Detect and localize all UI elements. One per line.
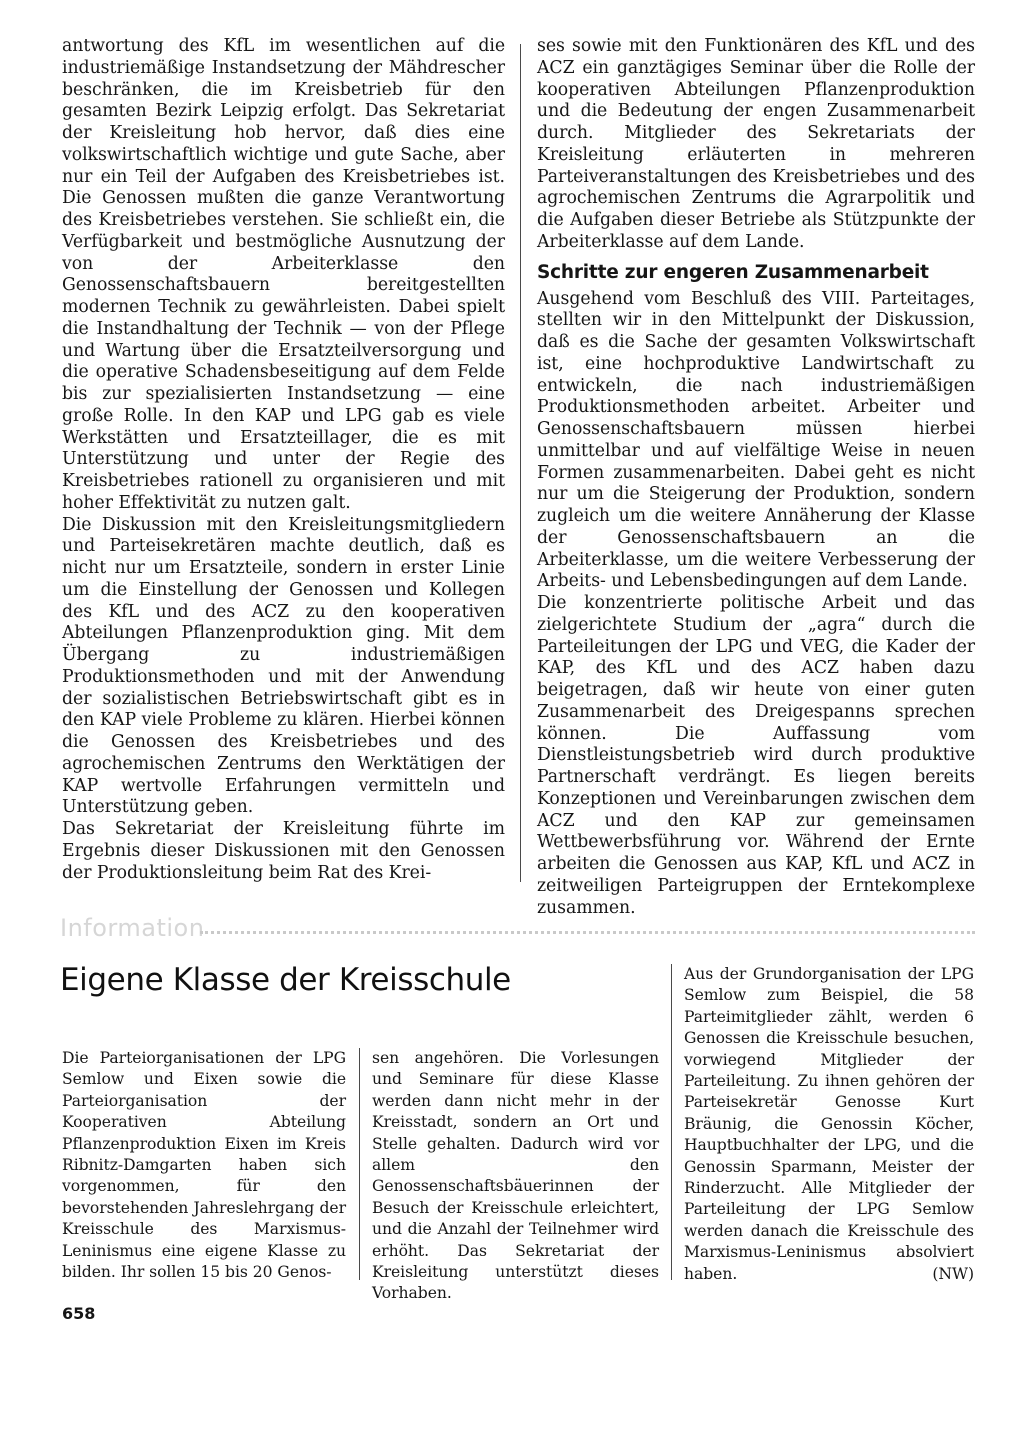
article-column-2 xyxy=(372,1048,659,1305)
paragraph: sen angehören. Die Vorlesungen und Seminare für diese Klasse werden dann nicht mehr in der Kreisstadt, sondern an Ort und Stelle gehalten. Dadurch wird vor allem den Genossenschaftsbäuerinnen der Besuch der Kreisschule erleichtert, und die Anzahl der Teilnehmer wird erhöht. Das Sekretariat der Kreisleitung unterstützt dieses Vorhaben. xyxy=(372,1049,659,1303)
paragraph: Die Parteiorganisationen der LPG Semlow und Eixen sowie die Parteiorganisation der Kooperativen Abteilung Pflanzenproduktion Eixen im Kreis Ribnitz-Damgarten haben sich vorgenommen, für den bevorstehenden Jahreslehrgang der Kreisschule des Marxismus-Leninismus eine eigene Klasse zu bilden. Ihr sollen 15 bis 20 Genos- xyxy=(62,1049,346,1282)
top-left-column xyxy=(62,36,505,884)
paragraph xyxy=(684,964,974,1285)
page-number: 658 xyxy=(62,1304,96,1323)
author-signature: (NW) xyxy=(932,1264,974,1283)
information-dotted-rule xyxy=(200,931,975,934)
paragraph: Die konzentrierte politische Arbeit und das zielgerichtete Studium der „agra“ durch die Parteileitungen der LPG und VEG, die Kader der KAP, des KfL und des ACZ haben dazu beigetragen, daß wir heute von einer guten Zusammenarbeit des Dreigespanns sprechen können. Die Auffassung vom Dienstleistungsbetrieb wird durch produktive Partnerschaft verdrängt. Es liegen bereits Konzeptionen und Vereinbarungen zwischen dem ACZ und den KAP zur gemeinsamen Wettbewerbsführung vor. Während der Ernte arbeiten die Genossen aus KAP, KfL und ACZ in zeitweiligen Parteigruppen der Erntekomplexe zusammen. xyxy=(537,593,975,918)
article-title: Eigene Klasse der Kreisschule xyxy=(60,962,511,998)
article-column-3 xyxy=(684,964,974,1285)
paragraph: Ausgehend vom Beschluß des VIII. Parteitages, stellten wir in den Mittelpunkt der Diskussion, daß es die Sache der gesamten Volkswirtschaft ist, eine hochproduktive Landwirtschaft zu entwickeln, die nach industriemäßigen Produktionsmethoden arbeitet. Arbeiter und Genossenschaftsbauern müssen hierbei unmittelbar und auf vielfältige Weise in neuen Formen zusammenarbeiten. Dabei geht es nicht nur um die Steigerung der Produktion, sondern zugleich um die weitere Annäherung der Klasse der Genossenschaftsbauern an die Arbeiterklasse, um die weitere Verbesserung der Arbeits- und Lebensbedingungen auf dem Lande. xyxy=(537,288,975,592)
section-heading: Schritte zur engeren Zusammenarbeit xyxy=(537,261,929,283)
paragraph: Das Sekretariat der Kreisleitung führte im Ergebnis dieser Diskussionen mit den Genossen der Produktionsleitung beim Rat des Krei- xyxy=(62,819,505,883)
paragraph-text: Aus der Grundorganisation der LPG Semlow zum Beispiel, die 58 Parteimitglieder zählt, werden 6 Genossen die Kreisschule besuchen, vorwiegend Mitglieder der Parteileitung. Zu ihnen gehören der Parteisekretär Genosse Kurt Bräunig, die Genossin Köcher, Hauptbuchhalter der LPG, und die Genossin Sparmann, Meister der Rinderzucht. Alle Mitglieder der Parteileitung der LPG Semlow werden danach die Kreisschule des Marxismus-Leninismus absolviert haben. xyxy=(684,965,974,1283)
column-divider xyxy=(671,964,672,1280)
top-right-column xyxy=(537,36,975,919)
column-divider xyxy=(520,44,521,882)
paragraph: ses sowie mit den Funktionären des KfL und des ACZ ein ganztägiges Seminar über die Rolle der kooperativen Abteilungen Pflanzenproduktion und die Bedeutung der engen Zusammenarbeit durch. Mitglieder des Sekretariats der Kreisleitung erläuterten in mehreren Parteiveranstaltungen des Kreisbetriebes und des agrochemischen Zentrums die Agrarpolitik und die Aufgaben dieser Betriebe als Stützpunkte der Arbeiterklasse auf dem Lande. xyxy=(537,36,975,252)
article-column-1 xyxy=(62,1048,346,1283)
information-label: Information xyxy=(60,914,205,942)
paragraph: Die Diskussion mit den Kreisleitungsmitgliedern und Parteisekretären machte deutlich, daß es nicht nur um Ersatzteile, sondern in erster Linie um die Einstellung der Genossen und Kollegen des KfL und des ACZ zu den kooperativen Abteilungen Pflanzenproduktion ging. Mit dem Übergang zu industriemäßigen Produktionsmethoden und mit der Anwendung der sozialistischen Betriebswirtschaft gibt es in den KAP viele Probleme zu klären. Hierbei können die Genossen des Kreisbetriebes und des agrochemischen Zentrums den Werktätigen der KAP wertvolle Erfahrungen vermitteln und Unterstützung geben. xyxy=(62,514,505,818)
paragraph: antwortung des KfL im wesentlichen auf die industriemäßige Instandsetzung der Mähdrescher beschränken, die im Kreisbetrieb für den gesamten Bezirk Leipzig erfolgt. Das Sekretariat der Kreisleitung hob hervor, daß dies eine volkswirtschaftlich wichtige und gute Sache, aber nur ein Teil der Aufgaben des Kreisbetriebes ist. Die Genossen mußten die ganze Verantwortung des Kreisbetriebes verstehen. Sie schließt ein, die Verfügbarkeit und bestmögliche Ausnutzung der von der Arbeiterklasse den Genossenschaftsbauern bereitgestellten modernen Technik zu gewährleisten. Dabei spielt die Instandhaltung der Technik — von der Pflege und Wartung über die Ersatzteilversorgung und die operative Schadensbeseitigung auf dem Felde bis zur spezialisierten Instandsetzung — eine große Rolle. In den KAP und LPG gab es viele Werkstätten und Ersatzteillager, die es mit Unterstützung und unter der Regie des Kreisbetriebes rationell zu organisieren und mit hoher Effektivität zu nutzen galt. xyxy=(62,36,505,513)
column-divider xyxy=(359,1048,360,1280)
